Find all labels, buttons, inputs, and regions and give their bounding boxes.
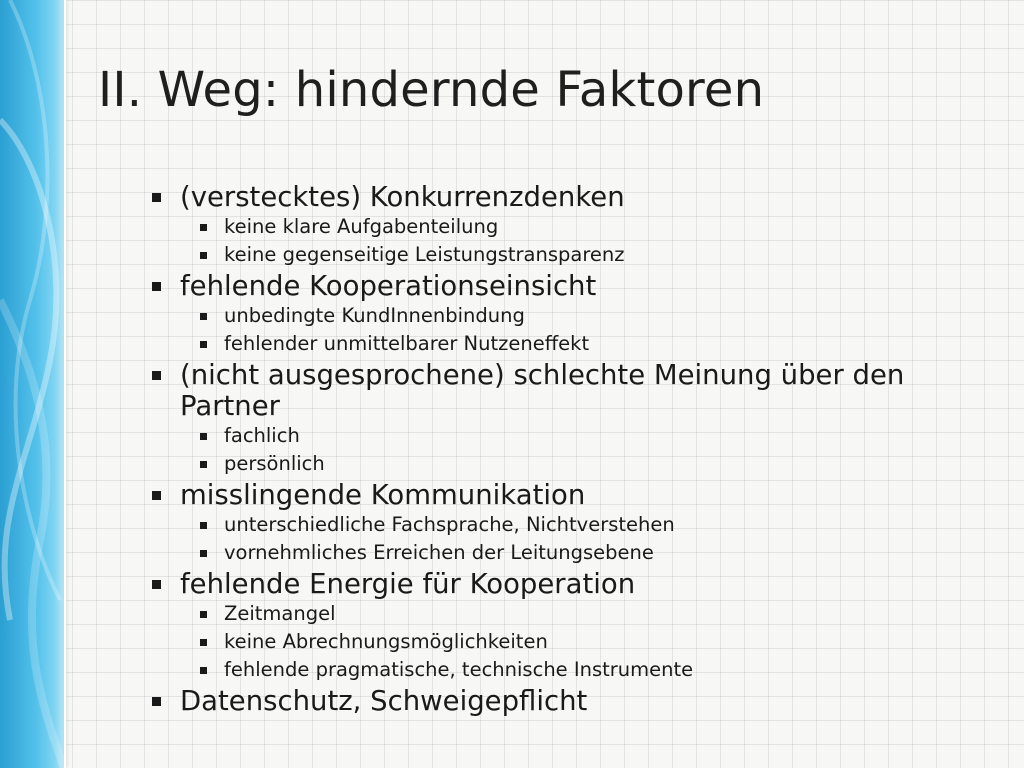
- sub-bullet-list: [180, 422, 948, 478]
- sub-bullet-list: [180, 600, 948, 684]
- sub-bullet-list: [180, 302, 948, 358]
- slide-title: II. Weg: hindernde Faktoren: [98, 62, 765, 118]
- bullet-item: [148, 271, 948, 358]
- bullet-text: fehlende Kooperationseinsicht: [180, 270, 597, 302]
- sub-bullet-item: keine gegenseitige Leistungstransparenz: [196, 241, 948, 269]
- bullet-item: [148, 569, 948, 684]
- sub-bullet-item: fachlich: [196, 422, 948, 450]
- sub-bullet-item: unbedingte KundInnenbindung: [196, 302, 948, 330]
- sub-bullet-item: fehlender unmittelbarer Nutzeneffekt: [196, 330, 948, 358]
- bullet-text: Datenschutz, Schweigepflicht: [180, 685, 588, 717]
- sub-bullet-item: Zeitmangel: [196, 600, 948, 628]
- side-band-edge: [64, 0, 66, 768]
- bullet-text: misslingende Kommunikation: [180, 479, 586, 511]
- bullet-text: fehlende Energie für Kooperation: [180, 568, 636, 600]
- bullet-list: [148, 180, 948, 717]
- sub-bullet-item: keine Abrechnungsmöglichkeiten: [196, 628, 948, 656]
- decorative-side-band: [0, 0, 64, 768]
- sub-bullet-item: vornehmliches Erreichen der Leitungsebene: [196, 539, 948, 567]
- sub-bullet-list: [180, 213, 948, 269]
- sub-bullet-item: keine klare Aufgabenteilung: [196, 213, 948, 241]
- bullet-item: [148, 360, 948, 478]
- bullet-item: [148, 480, 948, 567]
- bullet-text: (nicht ausgesprochene) schlechte Meinung über den Partner: [180, 359, 905, 422]
- bullet-item: [148, 686, 948, 717]
- wave-decoration: [0, 0, 64, 768]
- sub-bullet-item: persönlich: [196, 450, 948, 478]
- sub-bullet-item: fehlende pragmatische, technische Instrumente: [196, 656, 948, 684]
- sub-bullet-list: [180, 511, 948, 567]
- bullet-text: (verstecktes) Konkurrenzdenken: [180, 181, 625, 213]
- bullet-item: [148, 182, 948, 269]
- sub-bullet-item: unterschiedliche Fachsprache, Nichtverstehen: [196, 511, 948, 539]
